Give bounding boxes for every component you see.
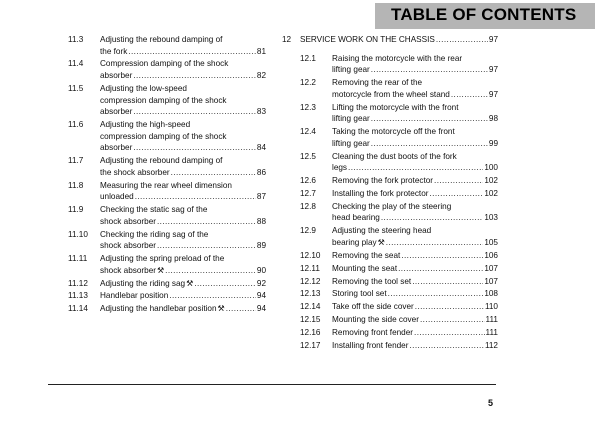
toc-entry-number: 12.14 xyxy=(300,302,321,312)
toc-entry-page: 84 xyxy=(256,143,266,153)
toc-entry-title-line: unloaded xyxy=(100,192,134,202)
wrench-icon: ⚒ xyxy=(156,265,165,275)
toc-entry-number: 12.1 xyxy=(300,53,316,63)
toc-entry-number: 11.9 xyxy=(68,205,84,215)
toc-entry-number: 11.4 xyxy=(68,59,84,69)
toc-entry-title-line: compression damping of the shock xyxy=(100,131,227,141)
toc-entry-title-line: Adjusting the low-speed xyxy=(100,83,187,93)
toc-entry[interactable] xyxy=(300,301,498,313)
dot-leader xyxy=(388,288,484,300)
toc-entry-title-line: the shock absorber xyxy=(100,167,170,177)
toc-entry-page: 107 xyxy=(484,263,498,273)
dot-leader xyxy=(348,162,483,174)
toc-entry-page: 112 xyxy=(484,341,498,350)
toc-entry-title-line: lifting gear xyxy=(332,114,370,124)
dot-leader xyxy=(165,265,256,277)
toc-entry[interactable] xyxy=(300,77,498,100)
dot-leader xyxy=(135,191,256,203)
toc-entry-title-line: Compression damping of the shock xyxy=(100,59,229,69)
toc-entry-title-line: shock absorber xyxy=(100,265,156,275)
toc-chapter-page: 97 xyxy=(488,35,498,44)
toc-entry-title-line: motorcycle from the wheel stand xyxy=(332,89,450,99)
toc-entry[interactable] xyxy=(68,34,266,57)
toc-chapter-title: SERVICE WORK ON THE CHASSIS xyxy=(300,35,435,44)
toc-entry-title-line: Taking the motorcycle off the front xyxy=(332,127,455,137)
toc-entry-title-line: Adjusting the spring preload of the xyxy=(100,254,225,264)
toc-entry-page: 87 xyxy=(256,192,266,202)
toc-entry-title-line: Adjusting the riding sag xyxy=(100,278,186,288)
page-number: 5 xyxy=(488,398,494,408)
toc-entry-number: 12.15 xyxy=(300,315,321,325)
toc-entry[interactable] xyxy=(300,102,498,125)
toc-entry[interactable] xyxy=(300,276,498,288)
toc-entry-title-line: Take off the side cover xyxy=(332,302,414,312)
toc-entry[interactable] xyxy=(300,314,498,326)
toc-entry[interactable] xyxy=(300,175,498,187)
toc-entry-title-line: Handlebar position xyxy=(100,291,169,301)
toc-entry-title-line: Removing the fork protector xyxy=(332,176,434,186)
toc-entry[interactable] xyxy=(68,83,266,118)
toc-entry-title-line: compression damping of the shock xyxy=(100,95,227,105)
toc-entry-page: 90 xyxy=(256,265,266,275)
toc-entry-number: 12.6 xyxy=(300,176,316,186)
toc-entry-number: 11.8 xyxy=(68,180,84,190)
toc-entry-title-line: Raising the motorcycle with the rear xyxy=(332,53,463,63)
toc-entry-page: 97 xyxy=(488,89,498,99)
toc-left-column xyxy=(68,34,266,316)
toc-entry-number: 12.9 xyxy=(300,226,316,236)
wrench-icon: ⚒ xyxy=(217,304,225,314)
toc-entry-title-line: Removing the tool set xyxy=(332,276,412,286)
dot-leader xyxy=(415,301,484,313)
toc-entry[interactable] xyxy=(68,180,266,203)
toc-entry[interactable] xyxy=(300,288,498,300)
dot-leader xyxy=(386,237,484,249)
dot-leader xyxy=(401,250,483,262)
toc-entry-number: 11.6 xyxy=(68,120,84,130)
toc-entry-page: 100 xyxy=(484,163,498,173)
toc-chapter-number: 12 xyxy=(282,35,292,44)
toc-entry[interactable] xyxy=(68,290,266,302)
toc-entry-title-line: Lifting the motorcycle with the front xyxy=(332,102,459,112)
wrench-icon: ⚒ xyxy=(377,237,385,247)
toc-entry-title-line: absorber xyxy=(100,71,133,81)
toc-right-column xyxy=(282,34,498,353)
toc-entry-title-line: Installing the fork protector xyxy=(332,188,429,198)
toc-entry-page: 83 xyxy=(256,107,266,117)
toc-entry-number: 12.16 xyxy=(300,328,321,338)
toc-entry-page: 102 xyxy=(484,176,498,186)
dot-leader xyxy=(133,142,256,154)
toc-entry-title-line: Storing tool set xyxy=(332,289,387,299)
toc-entry-page: 106 xyxy=(484,250,498,260)
toc-entry-page: 89 xyxy=(256,241,266,251)
dot-leader xyxy=(171,167,256,179)
toc-entry-page: 111 xyxy=(485,328,498,338)
dot-leader xyxy=(169,290,256,302)
toc-entry-number: 11.3 xyxy=(68,35,84,44)
toc-entry-number: 12.2 xyxy=(300,78,316,88)
toc-entry[interactable] xyxy=(68,204,266,227)
toc-entry-title-line: shock absorber xyxy=(100,216,156,226)
toc-entry-title-line: Checking the static sag of the xyxy=(100,205,208,215)
toc-entry-page: 107 xyxy=(484,276,498,286)
toc-entry-page: 99 xyxy=(488,138,498,148)
toc-entry-title-line: Removing the rear of the xyxy=(332,78,423,88)
dot-leader xyxy=(436,34,488,46)
dot-leader xyxy=(371,113,488,125)
toc-entry[interactable] xyxy=(68,155,266,178)
toc-entry-page: 97 xyxy=(488,65,498,75)
toc-entry-number: 11.13 xyxy=(68,291,88,301)
toc-entry-title-line: Removing front fender xyxy=(332,328,414,338)
toc-entry-page: 111 xyxy=(485,315,498,325)
toc-entry-number: 11.14 xyxy=(68,304,88,314)
toc-entry-title-line: Checking the play of the steering xyxy=(332,201,452,211)
section-header xyxy=(375,3,595,29)
toc-entry-page: 98 xyxy=(488,114,498,124)
toc-entry[interactable] xyxy=(68,303,266,315)
dot-leader xyxy=(434,175,483,187)
toc-entry-title-line: Mounting the side cover xyxy=(332,315,419,325)
toc-entry-number: 11.7 xyxy=(68,156,84,166)
toc-entry-title-line: Mounting the seat xyxy=(332,263,398,273)
toc-entry-title-line: Measuring the rear wheel dimension xyxy=(100,180,232,190)
toc-entry-title-line: lifting gear xyxy=(332,65,370,75)
toc-entry-title-line: Adjusting the rebound damping of xyxy=(100,35,223,44)
dot-leader xyxy=(381,212,484,224)
toc-entry[interactable] xyxy=(68,119,266,154)
toc-entry-title-line: legs xyxy=(332,163,348,173)
wrench-icon: ⚒ xyxy=(186,278,194,288)
toc-entry-number: 12.13 xyxy=(300,289,321,299)
toc-entry-page: 94 xyxy=(256,304,266,314)
dot-leader xyxy=(420,314,485,326)
dot-leader xyxy=(157,240,256,252)
dot-leader xyxy=(194,278,256,290)
toc-entry-page: 94 xyxy=(256,291,266,301)
dot-leader xyxy=(157,216,256,228)
dot-leader xyxy=(409,340,483,352)
toc-entry-page: 108 xyxy=(484,289,498,299)
toc-entry-title-line: Removing the seat xyxy=(332,250,401,260)
toc-entry[interactable] xyxy=(68,253,266,276)
toc-entry-page: 88 xyxy=(256,216,266,226)
toc-entry-title-line: Checking the riding sag of the xyxy=(100,229,209,239)
toc-entry-title-line: Adjusting the steering head xyxy=(332,226,432,236)
toc-entry[interactable] xyxy=(300,151,498,174)
toc-entry[interactable] xyxy=(300,188,498,200)
toc-entry[interactable] xyxy=(300,250,498,262)
toc-entry-number: 12.17 xyxy=(300,341,321,350)
toc-entry[interactable] xyxy=(68,229,266,252)
dot-leader xyxy=(371,64,488,76)
toc-entry[interactable] xyxy=(68,278,266,290)
toc-entry[interactable] xyxy=(300,126,498,149)
toc-entry[interactable] xyxy=(300,225,498,248)
toc-entry-title-line: Installing front fender xyxy=(332,341,409,350)
toc-entry-number: 12.12 xyxy=(300,276,321,286)
toc-entry-number: 12.4 xyxy=(300,127,316,137)
toc-entry-title-line: Adjusting the high-speed xyxy=(100,120,191,130)
toc-entry-number: 12.5 xyxy=(300,151,316,161)
toc-entry-number: 11.10 xyxy=(68,229,88,239)
toc-entry-number: 12.10 xyxy=(300,250,321,260)
dot-leader xyxy=(133,70,256,82)
toc-entry-number: 12.8 xyxy=(300,201,316,211)
dot-leader xyxy=(133,106,256,118)
toc-entry-title-line: absorber xyxy=(100,107,133,117)
toc-entry-title-line: Adjusting the rebound damping of xyxy=(100,156,223,166)
toc-entry-title-line: head bearing xyxy=(332,213,380,223)
toc-entry-number: 11.5 xyxy=(68,83,84,93)
toc-chapter[interactable] xyxy=(282,34,498,46)
toc-entry[interactable] xyxy=(300,327,498,339)
toc-entry-page: 110 xyxy=(484,302,498,312)
toc-entry[interactable] xyxy=(300,201,498,224)
toc-entry-number: 12.11 xyxy=(300,263,320,273)
toc-entry[interactable] xyxy=(68,58,266,81)
toc-entry-title-line: the fork xyxy=(100,46,128,56)
dot-leader xyxy=(398,263,483,275)
dot-leader xyxy=(451,89,488,101)
header-title: TABLE OF CONTENTS xyxy=(391,5,577,24)
toc-entry-page: 102 xyxy=(484,188,498,198)
toc-entry-page: 92 xyxy=(256,278,266,288)
toc-entry-page: 82 xyxy=(256,71,266,81)
footer-divider xyxy=(48,384,496,385)
dot-leader xyxy=(412,276,483,288)
dot-leader xyxy=(414,327,485,339)
toc-entry[interactable] xyxy=(300,263,498,275)
toc-entry-number: 11.12 xyxy=(68,278,88,288)
toc-entry[interactable] xyxy=(300,340,498,352)
toc-entry-number: 11.11 xyxy=(68,254,88,264)
dot-leader xyxy=(128,46,256,58)
toc-entry-title-line: shock absorber xyxy=(100,241,156,251)
toc-entry-title-line: bearing play xyxy=(332,237,377,247)
toc-entry-page: 105 xyxy=(484,237,498,247)
dot-leader xyxy=(429,188,483,200)
toc-entry[interactable] xyxy=(300,53,498,76)
dot-leader xyxy=(226,303,256,315)
dot-leader xyxy=(371,138,488,150)
toc-entry-number: 12.7 xyxy=(300,188,316,198)
toc-entry-page: 86 xyxy=(256,167,266,177)
toc-entry-number: 12.3 xyxy=(300,102,316,112)
toc-entry-title-line: lifting gear xyxy=(332,138,370,148)
toc-entry-title-line: absorber xyxy=(100,143,133,153)
toc-entry-title-line: Adjusting the handlebar position xyxy=(100,304,217,314)
toc-entry-page: 103 xyxy=(484,213,498,223)
toc-entry-title-line: Cleaning the dust boots of the fork xyxy=(332,151,457,161)
toc-entry-page: 81 xyxy=(256,46,266,56)
